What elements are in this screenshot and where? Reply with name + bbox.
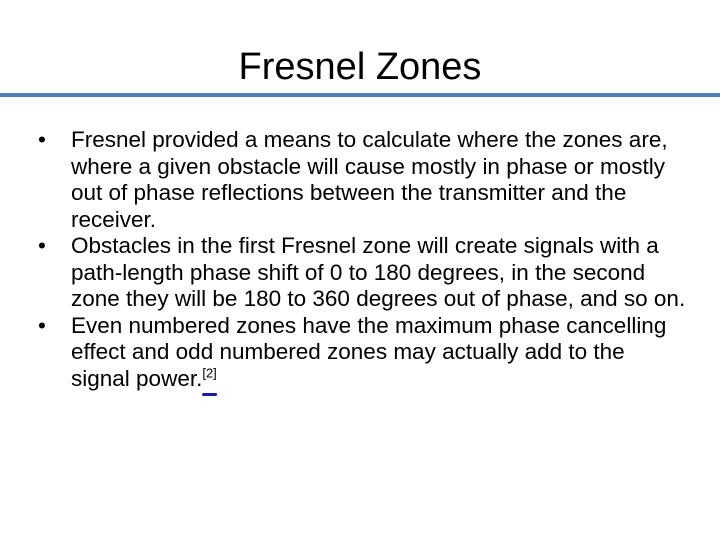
bullet-icon: • <box>38 312 46 338</box>
title-divider <box>0 93 720 97</box>
bullet-item <box>38 127 688 233</box>
bullet-text: Fresnel provided a means to calculate where the zones are, where a given obstacle will cause mostly in phase or mostly out of phase reflections between the transmitter and the receiver. <box>71 127 668 232</box>
citation-link[interactable]: [2] <box>202 365 217 380</box>
bullet-list <box>38 127 688 392</box>
bullet-icon: • <box>38 127 46 152</box>
bullet-icon: • <box>38 233 46 258</box>
bullet-item <box>38 233 688 313</box>
bullet-item <box>38 313 688 393</box>
bullet-text: Obstacles in the first Fresnel zone will create signals with a path-length phase shift of 0 to 180 degrees, in the second zone they will be 180 to 360 degrees out of phase, and so on. <box>71 233 686 311</box>
bullet-text: Even numbered zones have the maximum phase cancelling effect and odd numbered zones may actually add to the signal power. <box>71 312 667 391</box>
slide-title: Fresnel Zones <box>238 46 482 88</box>
